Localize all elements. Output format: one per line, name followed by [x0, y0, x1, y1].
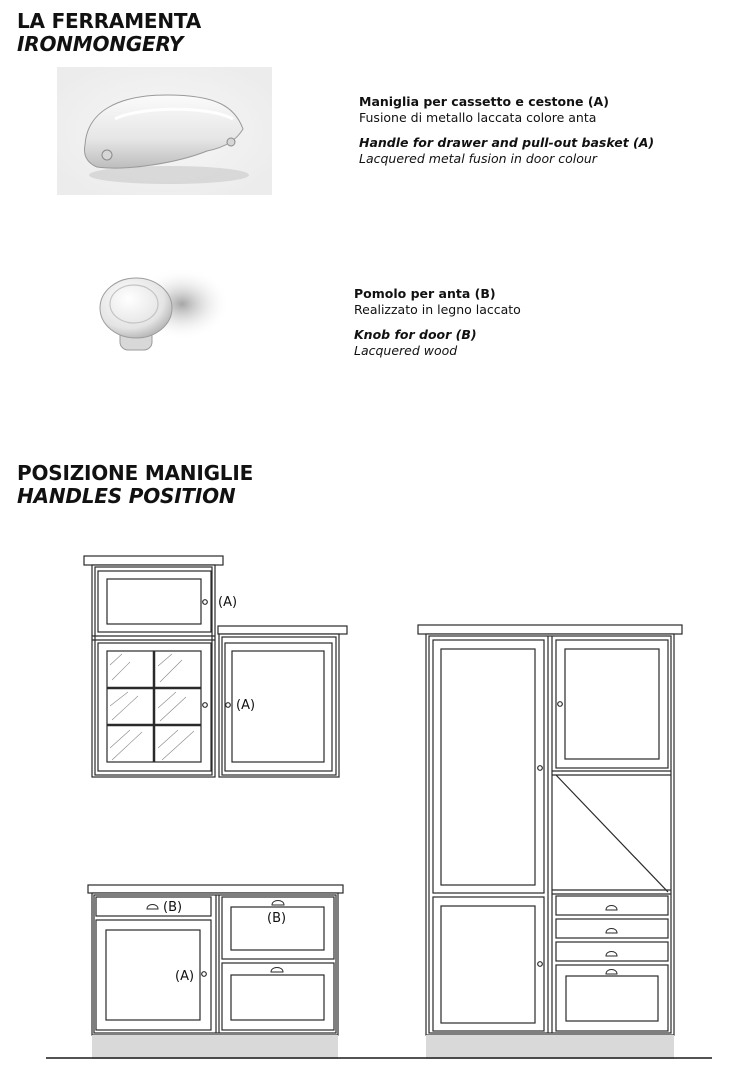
wall-unit-tall: [84, 556, 223, 777]
handle-desc-it: Fusione di metallo laccata colore anta: [359, 109, 597, 125]
knob-desc-en: Lacquered wood: [354, 342, 458, 358]
label-b-base-drawer: (B): [163, 900, 183, 915]
handles-position-title-en: HANDLES POSITION: [17, 484, 236, 508]
label-a-wall-door: (A): [236, 698, 256, 713]
knob-name-it: Pomolo per anta (B): [354, 286, 496, 301]
ironmongery-title-en: IRONMONGERY: [17, 32, 184, 56]
handles-position-title-it: POSIZIONE MANIGLIE: [17, 461, 254, 485]
handle-name-en: Handle for drawer and pull-out basket (A): [359, 135, 655, 150]
label-b-base-right: (B): [267, 911, 287, 926]
handle-name-it: Maniglia per cassetto e cestone (A): [359, 94, 609, 109]
handle-desc-en: Lacquered metal fusion in door colour: [359, 150, 597, 166]
base-unit: [88, 885, 343, 1035]
knob-name-en: Knob for door (B): [354, 327, 477, 342]
tall-unit: [418, 625, 682, 1035]
label-a-base-door: (A): [175, 969, 195, 984]
ironmongery-title-it: LA FERRAMENTA: [17, 9, 202, 33]
knob-desc-it: Realizzato in legno laccato: [354, 301, 521, 317]
label-a-wall-top: (A): [218, 595, 238, 610]
